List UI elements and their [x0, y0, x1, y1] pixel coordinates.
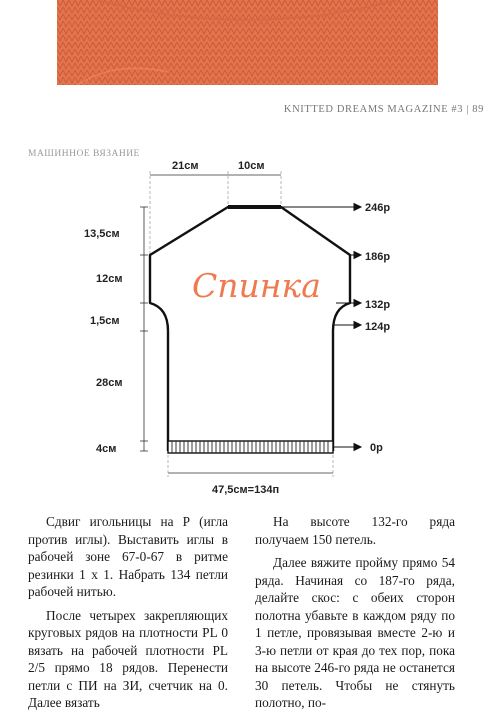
label-row-0: 0р — [370, 442, 383, 454]
paragraph: После четырех закрепляющих круговых рядов на плотности PL 0 вязать на рабочей плотности PL 2/5 прямо 18 рядов. Перенести петли с ПИ на ЗИ, счетчик на 0. Далее вязать — [28, 607, 228, 710]
label-row-124: 124р — [365, 321, 391, 333]
paragraph: Далее вяжите пройму прямо 54 ряда. Начиная со 187-го ряда, делайте скос: с обеих сторон полотна убавьте в каждом ряду по 1 петле, провязывая вместе 2-ю и 3-ю петли от края до тех пор, пока на высоте 246-го ряда не останется 30 петель. Чтобы не стянуть полотно, по- — [255, 555, 455, 710]
diagram-title: Спинка — [192, 266, 321, 305]
magazine-header: KNITTED DREAMS MAGAZINE #3 | 89 — [283, 104, 484, 115]
label-rib: 4см — [96, 443, 117, 455]
back-panel-schematic — [0, 155, 494, 505]
label-underarm: 1,5см — [90, 315, 120, 327]
label-body: 28см — [96, 377, 123, 389]
paragraph: На высоте 132-го ряда получаем 150 петель. — [255, 514, 455, 547]
label-dim-width: 47,5см=134п — [212, 484, 280, 496]
label-raglan-height: 12см — [96, 273, 123, 285]
back-panel-outline — [150, 207, 350, 451]
label-dim-shoulder: 21см — [172, 160, 199, 172]
instructions-left-column — [28, 513, 228, 718]
label-dim-neck: 10см — [238, 160, 265, 172]
section-label: МАШИННОЕ ВЯЗАНИЕ — [28, 149, 140, 159]
label-row-246: 246р — [365, 202, 391, 214]
label-row-132: 132р — [365, 299, 391, 311]
instructions-right-column — [255, 513, 455, 718]
label-neck-height: 13,5см — [84, 228, 120, 240]
paragraph: Сдвиг игольницы на Р (игла против иглы). Выставить иглы в рабочей зоне 67-0-67 в ритме резинки 1 х 1. Набрать 134 петли рабочей нитью. — [28, 514, 228, 599]
knitted-fabric-photo — [57, 0, 438, 85]
label-row-186: 186р — [365, 251, 391, 263]
